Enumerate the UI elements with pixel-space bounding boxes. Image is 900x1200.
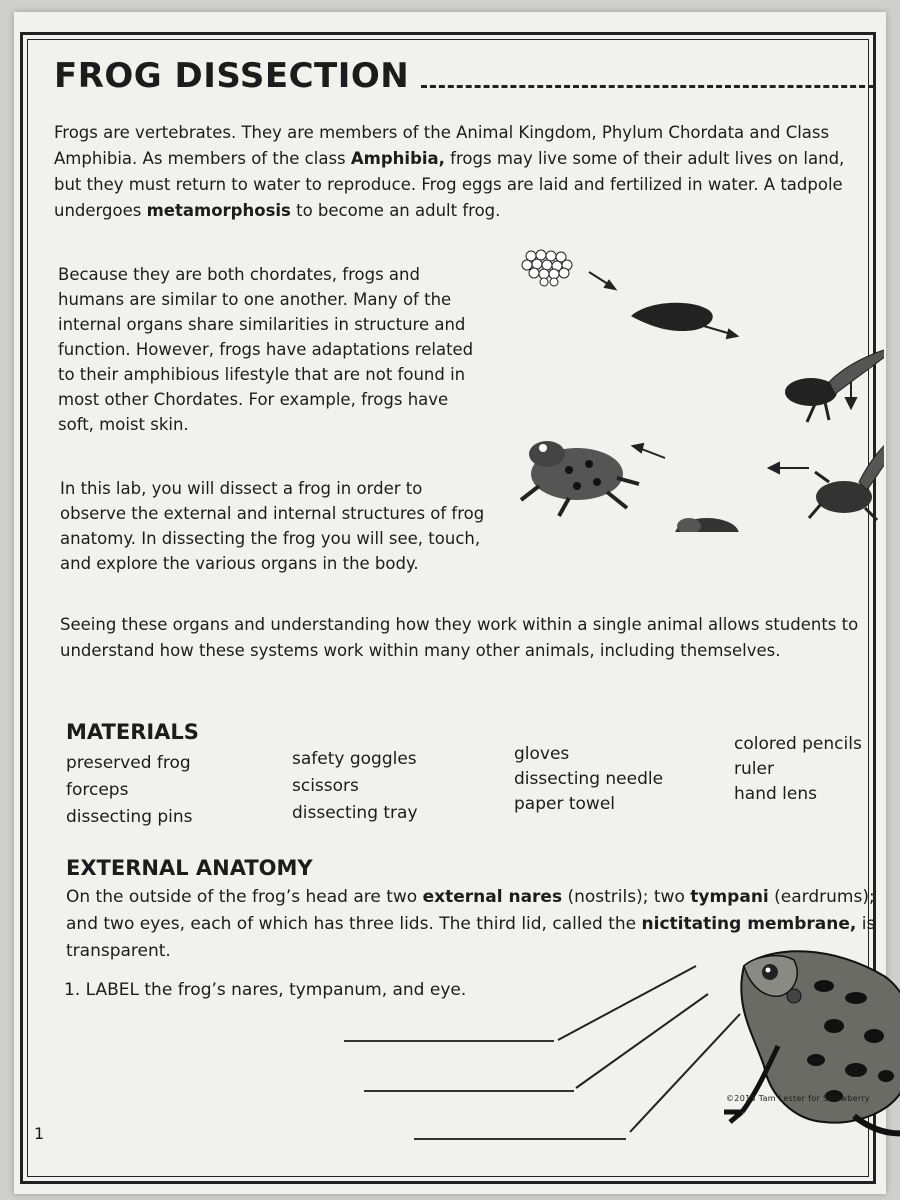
text-run: (eardrums); and two eyes, each of which has three lids. The third lid, called the [66, 887, 875, 934]
material-item: forceps [66, 780, 129, 800]
bold-term: external nares [422, 887, 563, 907]
page-number: 1 [34, 1124, 45, 1143]
frog-drawing [594, 936, 900, 1146]
material-item: scissors [292, 776, 359, 796]
copyright-credit: ©2015 Tam Lester for Strawberry [726, 1094, 870, 1103]
intro-paragraph-2: Because they are both chordates, frogs and humans are similar to one another. Many of the internal organs share similarities in structure and function. However, frogs have adaptations related to their amphibious lifestyle that are not found in most other Chordates. For example, frogs have soft, moist skin. [58, 265, 474, 434]
text-run: (nostrils); two [562, 887, 691, 907]
label-blank-2[interactable] [364, 1090, 574, 1092]
materials-heading: MATERIALS [66, 720, 199, 744]
materials-column-3 [514, 742, 663, 817]
question-1: 1. LABEL the frog’s nares, tympanum, and eye. [64, 980, 467, 1000]
material-item: ruler [734, 759, 774, 779]
intro-paragraph-3: In this lab, you will dissect a frog in order to observe the external and internal structures of frog anatomy. In dissecting the frog you will see, touch, and explore the various organs in the body. [60, 479, 485, 573]
page-title: FROG DISSECTION [54, 56, 410, 96]
adult-frog-icon [521, 441, 639, 516]
egg-mass-icon [522, 250, 572, 286]
material-item: dissecting pins [66, 807, 193, 827]
froglet-icon [809, 432, 884, 520]
frog-life-cycle-illustration [499, 242, 884, 532]
young-frog-icon [667, 518, 749, 532]
text-run: Frogs are vertebrates. They are members of the Animal Kingdom, Phylum Chordata and Class Amphibia. As members of the class [54, 123, 830, 168]
external-anatomy-heading: EXTERNAL ANATOMY [66, 856, 313, 880]
text-run: to become an adult frog. [290, 201, 501, 220]
text-run: frogs may live some of their adult lives on land, but they must return to water to reproduce. Frog eggs are laid and fertilized in water. A tadpole undergoes [54, 149, 845, 220]
name-blank-line [421, 85, 874, 88]
intro-paragraph-4: Seeing these organs and understanding how they work within a single animal allows students to understand how these systems work within many other animals, including themselves. [60, 615, 859, 660]
bold-term: metamorphosis [146, 201, 291, 220]
material-item: hand lens [734, 784, 817, 804]
material-item: gloves [514, 744, 570, 764]
material-item: preserved frog [66, 753, 191, 773]
text-run: is transparent. [66, 914, 876, 961]
worksheet-content [54, 56, 876, 1000]
materials-column-2 [292, 746, 418, 827]
materials-column-1 [66, 750, 193, 831]
material-item: dissecting tray [292, 803, 418, 823]
material-item: colored pencils [734, 734, 862, 754]
tadpole-with-legs-icon [785, 346, 884, 422]
material-item: dissecting needle [514, 769, 664, 789]
bold-term: tympani [690, 887, 769, 907]
label-blank-1[interactable] [344, 1040, 554, 1042]
material-item: safety goggles [292, 749, 417, 769]
intro-paragraph-1 [54, 120, 854, 224]
arrow-icon [589, 272, 856, 473]
bold-term: nictitating membrane, [641, 914, 857, 934]
title-row [54, 56, 874, 96]
material-item: paper towel [514, 794, 616, 814]
text-run: On the outside of the frog’s head are two [66, 887, 423, 907]
worksheet-page [14, 12, 886, 1194]
tadpole-icon [631, 303, 713, 331]
materials-column-4 [734, 732, 862, 807]
bold-term: Amphibia, [350, 149, 445, 168]
